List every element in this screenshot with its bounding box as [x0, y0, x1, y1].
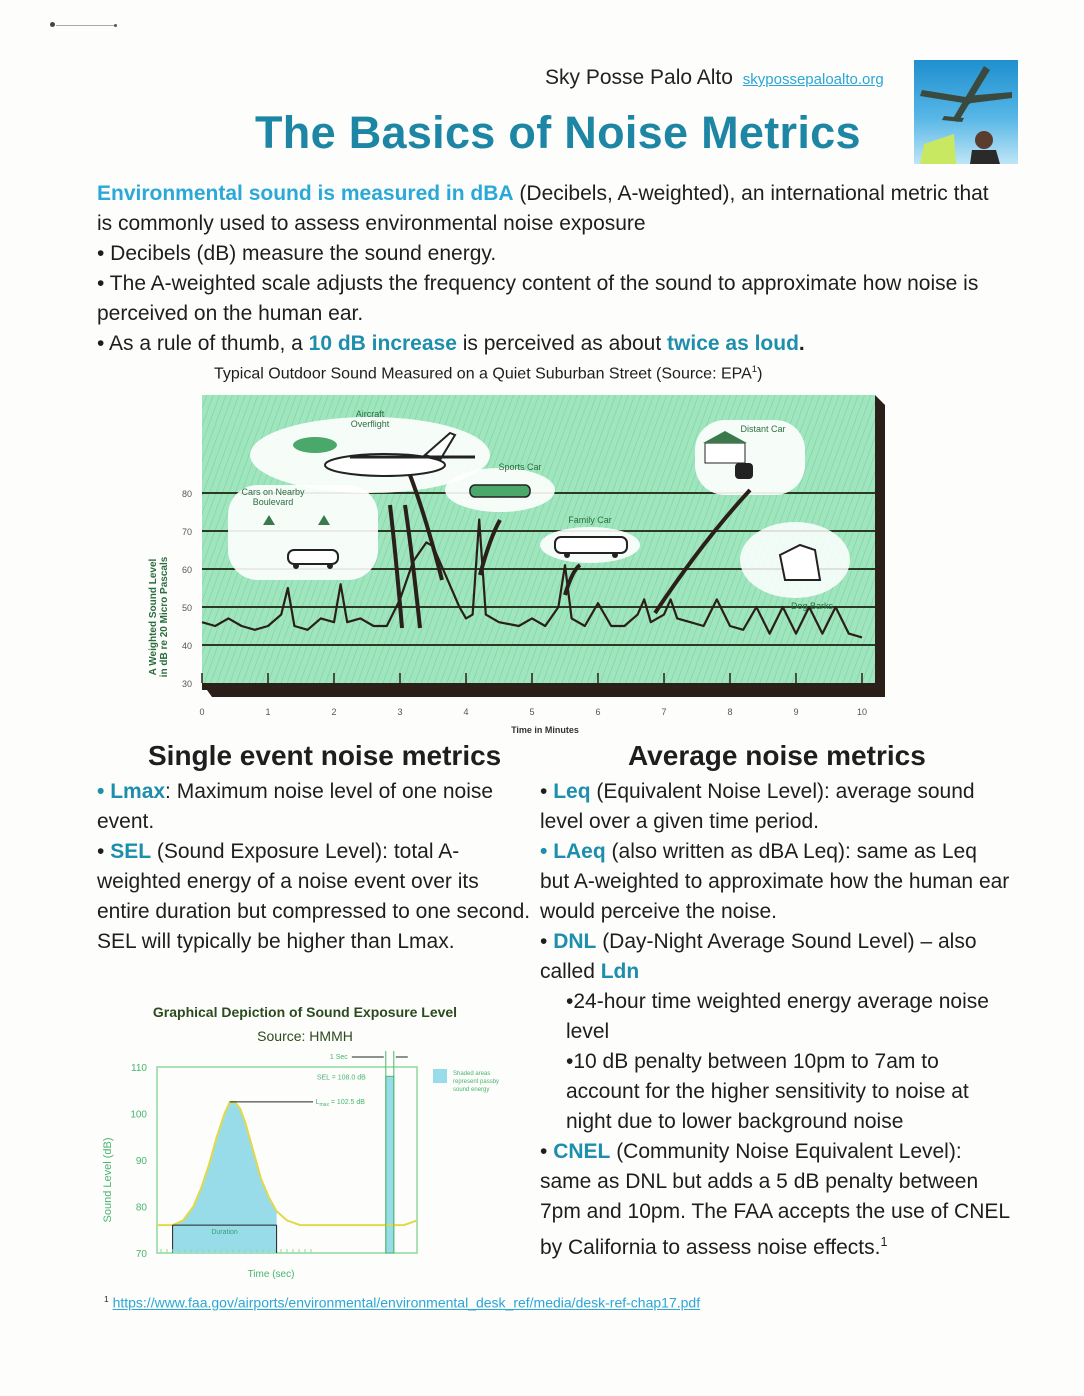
x-tick-label: 8	[727, 707, 733, 717]
average-metrics-list	[540, 777, 1010, 1263]
term-dnl: DNL	[553, 930, 597, 953]
sel-x-axis-title: Time (sec)	[247, 1269, 295, 1280]
epa-chart-caption	[214, 364, 762, 383]
legend-line: sound energy	[453, 1087, 490, 1093]
rule-prefix: • As a rule of thumb, a	[97, 332, 309, 355]
chart-floor	[202, 683, 885, 697]
boulevard-cars-illustration	[228, 485, 378, 580]
rule-highlight-10db: 10 dB increase	[308, 332, 457, 355]
sel-depiction-chart	[95, 995, 535, 1285]
definition: (Day-Night Average Sound Level) – also called	[540, 930, 977, 983]
sel-chart-subtitle: Source: HMMH	[257, 1028, 353, 1044]
y-tick-label: 110	[131, 1063, 147, 1074]
intro-section	[97, 179, 1007, 359]
org-header	[545, 66, 884, 90]
x-tick-label: 1	[265, 707, 271, 717]
y-tick-label: 80	[181, 489, 192, 499]
term-ldn: Ldn	[600, 960, 640, 983]
intro-rule	[97, 329, 1007, 359]
intro-lead-highlight: Environmental sound is measured in dBA	[97, 182, 514, 205]
svg-text:Overflight: Overflight	[350, 419, 390, 429]
svg-text:Distant Car: Distant Car	[740, 424, 786, 434]
sel-annotation: SEL = 108.0 dB	[316, 1074, 366, 1082]
lmax-annotation: $L_{max} = 102.5$ dB	[315, 1098, 365, 1108]
footnote	[104, 1294, 700, 1311]
list-item-laeq: • LAeq (also written as dBA Leq): same as Leq but A-weighted to approximate how the human ear would perceive the noise.	[540, 840, 1010, 923]
single-event-heading: Single event noise metrics	[148, 740, 502, 771]
term-leq: Leq	[553, 780, 591, 803]
y-tick-label: 90	[135, 1156, 147, 1167]
org-website-link[interactable]: skypossepaloalto.org	[742, 71, 884, 88]
epa-caption-text: Typical Outdoor Sound Measured on a Quiet Suburban Street (Source: EPA	[214, 365, 752, 383]
x-tick-label: 0	[199, 707, 205, 717]
footnote-ref: 1	[880, 1235, 888, 1249]
svg-text:Boulevard: Boulevard	[252, 497, 294, 507]
intro-bullet: • The A-weighted scale adjusts the frequency content of the sound to approximate how noise is perceived on the human ear.	[97, 272, 979, 325]
x-tick-label: 2	[331, 707, 337, 717]
x-tick-label: 4	[463, 707, 469, 717]
svg-text:Aircraft: Aircraft	[355, 409, 385, 419]
legend-line: Shaded areas	[453, 1071, 491, 1077]
airplane-icon	[920, 66, 1012, 122]
term-sel: SEL	[110, 840, 152, 863]
intro-bullet: • Decibels (dB) measure the sound energy.	[97, 242, 497, 265]
term-laeq: LAeq	[553, 840, 606, 863]
y-tick-label: 60	[181, 565, 192, 575]
x-axis-title: Time in Minutes	[511, 725, 579, 735]
legend-line: represent passby	[453, 1079, 500, 1085]
rule-highlight-twice: twice as loud	[667, 332, 799, 355]
duration-label: Duration	[211, 1229, 238, 1237]
list-item-dnl: • DNL (Day-Night Average Sound Level) – also called Ldn	[540, 930, 977, 983]
epa-caption-end: )	[757, 365, 763, 383]
term-cnel: CNEL	[553, 1140, 611, 1163]
one-sec-annotation: 1 Sec	[329, 1054, 348, 1061]
svg-text:Cars on Nearby: Cars on Nearby	[241, 487, 305, 497]
average-metrics-heading: Average noise metrics	[628, 740, 926, 771]
airplane-overhead-photo	[914, 60, 1018, 164]
dnl-subitem: •10 dB penalty between 10pm to 7am to account for the higher sensitivity to noise at night due to lower background noise	[566, 1050, 969, 1133]
rule-end: .	[798, 332, 805, 355]
x-tick-label: 3	[397, 707, 403, 717]
x-tick-label: 9	[793, 707, 799, 717]
x-tick-label: 10	[856, 707, 868, 717]
legend-swatch	[433, 1069, 447, 1083]
definition: : Maximum noise level of one noise event.	[97, 780, 494, 833]
footnote-ref: 1	[751, 364, 758, 375]
rule-mid: is perceived as about	[456, 332, 668, 355]
y-tick-label: 40	[181, 641, 192, 651]
faa-reference-link[interactable]: https://www.faa.gov/airports/environmental/environmental_desk_ref/media/desk-ref-chap17.pdf	[112, 1294, 701, 1311]
list-item-leq: • Leq (Equivalent Noise Level): average sound level over a given time period.	[540, 780, 975, 833]
footnote-marker: 1	[104, 1294, 109, 1304]
list-item-lmax: • Lmax: Maximum noise level of one noise event.	[97, 780, 494, 833]
intro-lead	[97, 179, 1007, 239]
definition: (also written as dBA Leq): same as Leq but A-weighted to approximate how the human ear would perceive the noise.	[540, 840, 1010, 923]
single-event-list	[97, 777, 537, 957]
definition: (Equivalent Noise Level): average sound level over a given time period.	[540, 780, 975, 833]
list-item-cnel: • CNEL (Community Noise Equivalent Level): same as DNL but adds a 5 dB penalty between 7pm and 10pm. The FAA accepts the use of CNEL by California to assess noise effects.$^1$	[540, 1140, 1010, 1259]
distant-car-illustration	[695, 420, 805, 495]
epa-sound-level-chart	[140, 385, 900, 735]
y-axis-title: A Weighted Sound Levelin dB re 20 Micro Pascals	[148, 556, 170, 678]
x-tick-label: 5	[529, 707, 535, 717]
y-tick-label: 70	[181, 527, 192, 537]
intro-lead-rest: (Decibels, A-weighted), an international metric that is commonly used to assess environmental noise exposure	[97, 182, 989, 235]
svg-text:Family Car: Family Car	[568, 515, 612, 525]
y-tick-label: 100	[130, 1109, 147, 1121]
y-tick-label: 30	[181, 679, 192, 689]
list-item-sel: • SEL (Sound Exposure Level): total A-weighted energy of a noise event over its entire duration but compressed to one second. SEL will typically be higher than Lmax.	[97, 840, 531, 953]
sel-chart-title: Graphical Depiction of Sound Exposure Level	[152, 1004, 458, 1020]
y-tick-label: 80	[135, 1202, 147, 1214]
svg-text:Dog Barks: Dog Barks	[790, 601, 834, 611]
org-name: Sky Posse Palo Alto	[545, 66, 733, 89]
y-tick-label: 50	[181, 603, 192, 613]
definition: (Community Noise Equivalent Level): same as DNL but adds a 5 dB penalty between 7pm and 10pm. The FAA accepts the use of CNEL by California to assess noise effects.	[540, 1140, 1010, 1259]
svg-text:Sports Car: Sports Car	[498, 462, 542, 472]
x-tick-label: 7	[661, 707, 667, 717]
sel-y-axis-title: Sound Level (dB)	[102, 1137, 114, 1223]
legend-text	[453, 1071, 499, 1093]
page-title: The Basics of Noise Metrics	[255, 107, 861, 158]
x-tick-label: 6	[595, 707, 601, 717]
definition: (Sound Exposure Level): total A-weighted energy of a noise event over its entire duration but compressed to one second. SEL will typically be higher than Lmax.	[97, 840, 531, 953]
term-lmax: Lmax	[110, 780, 166, 803]
y-tick-label: 70	[135, 1249, 147, 1260]
scan-smudge	[38, 22, 118, 28]
dnl-subitem: •24-hour time weighted energy average noise level	[566, 990, 989, 1043]
sel-one-second-bar	[386, 1076, 394, 1253]
